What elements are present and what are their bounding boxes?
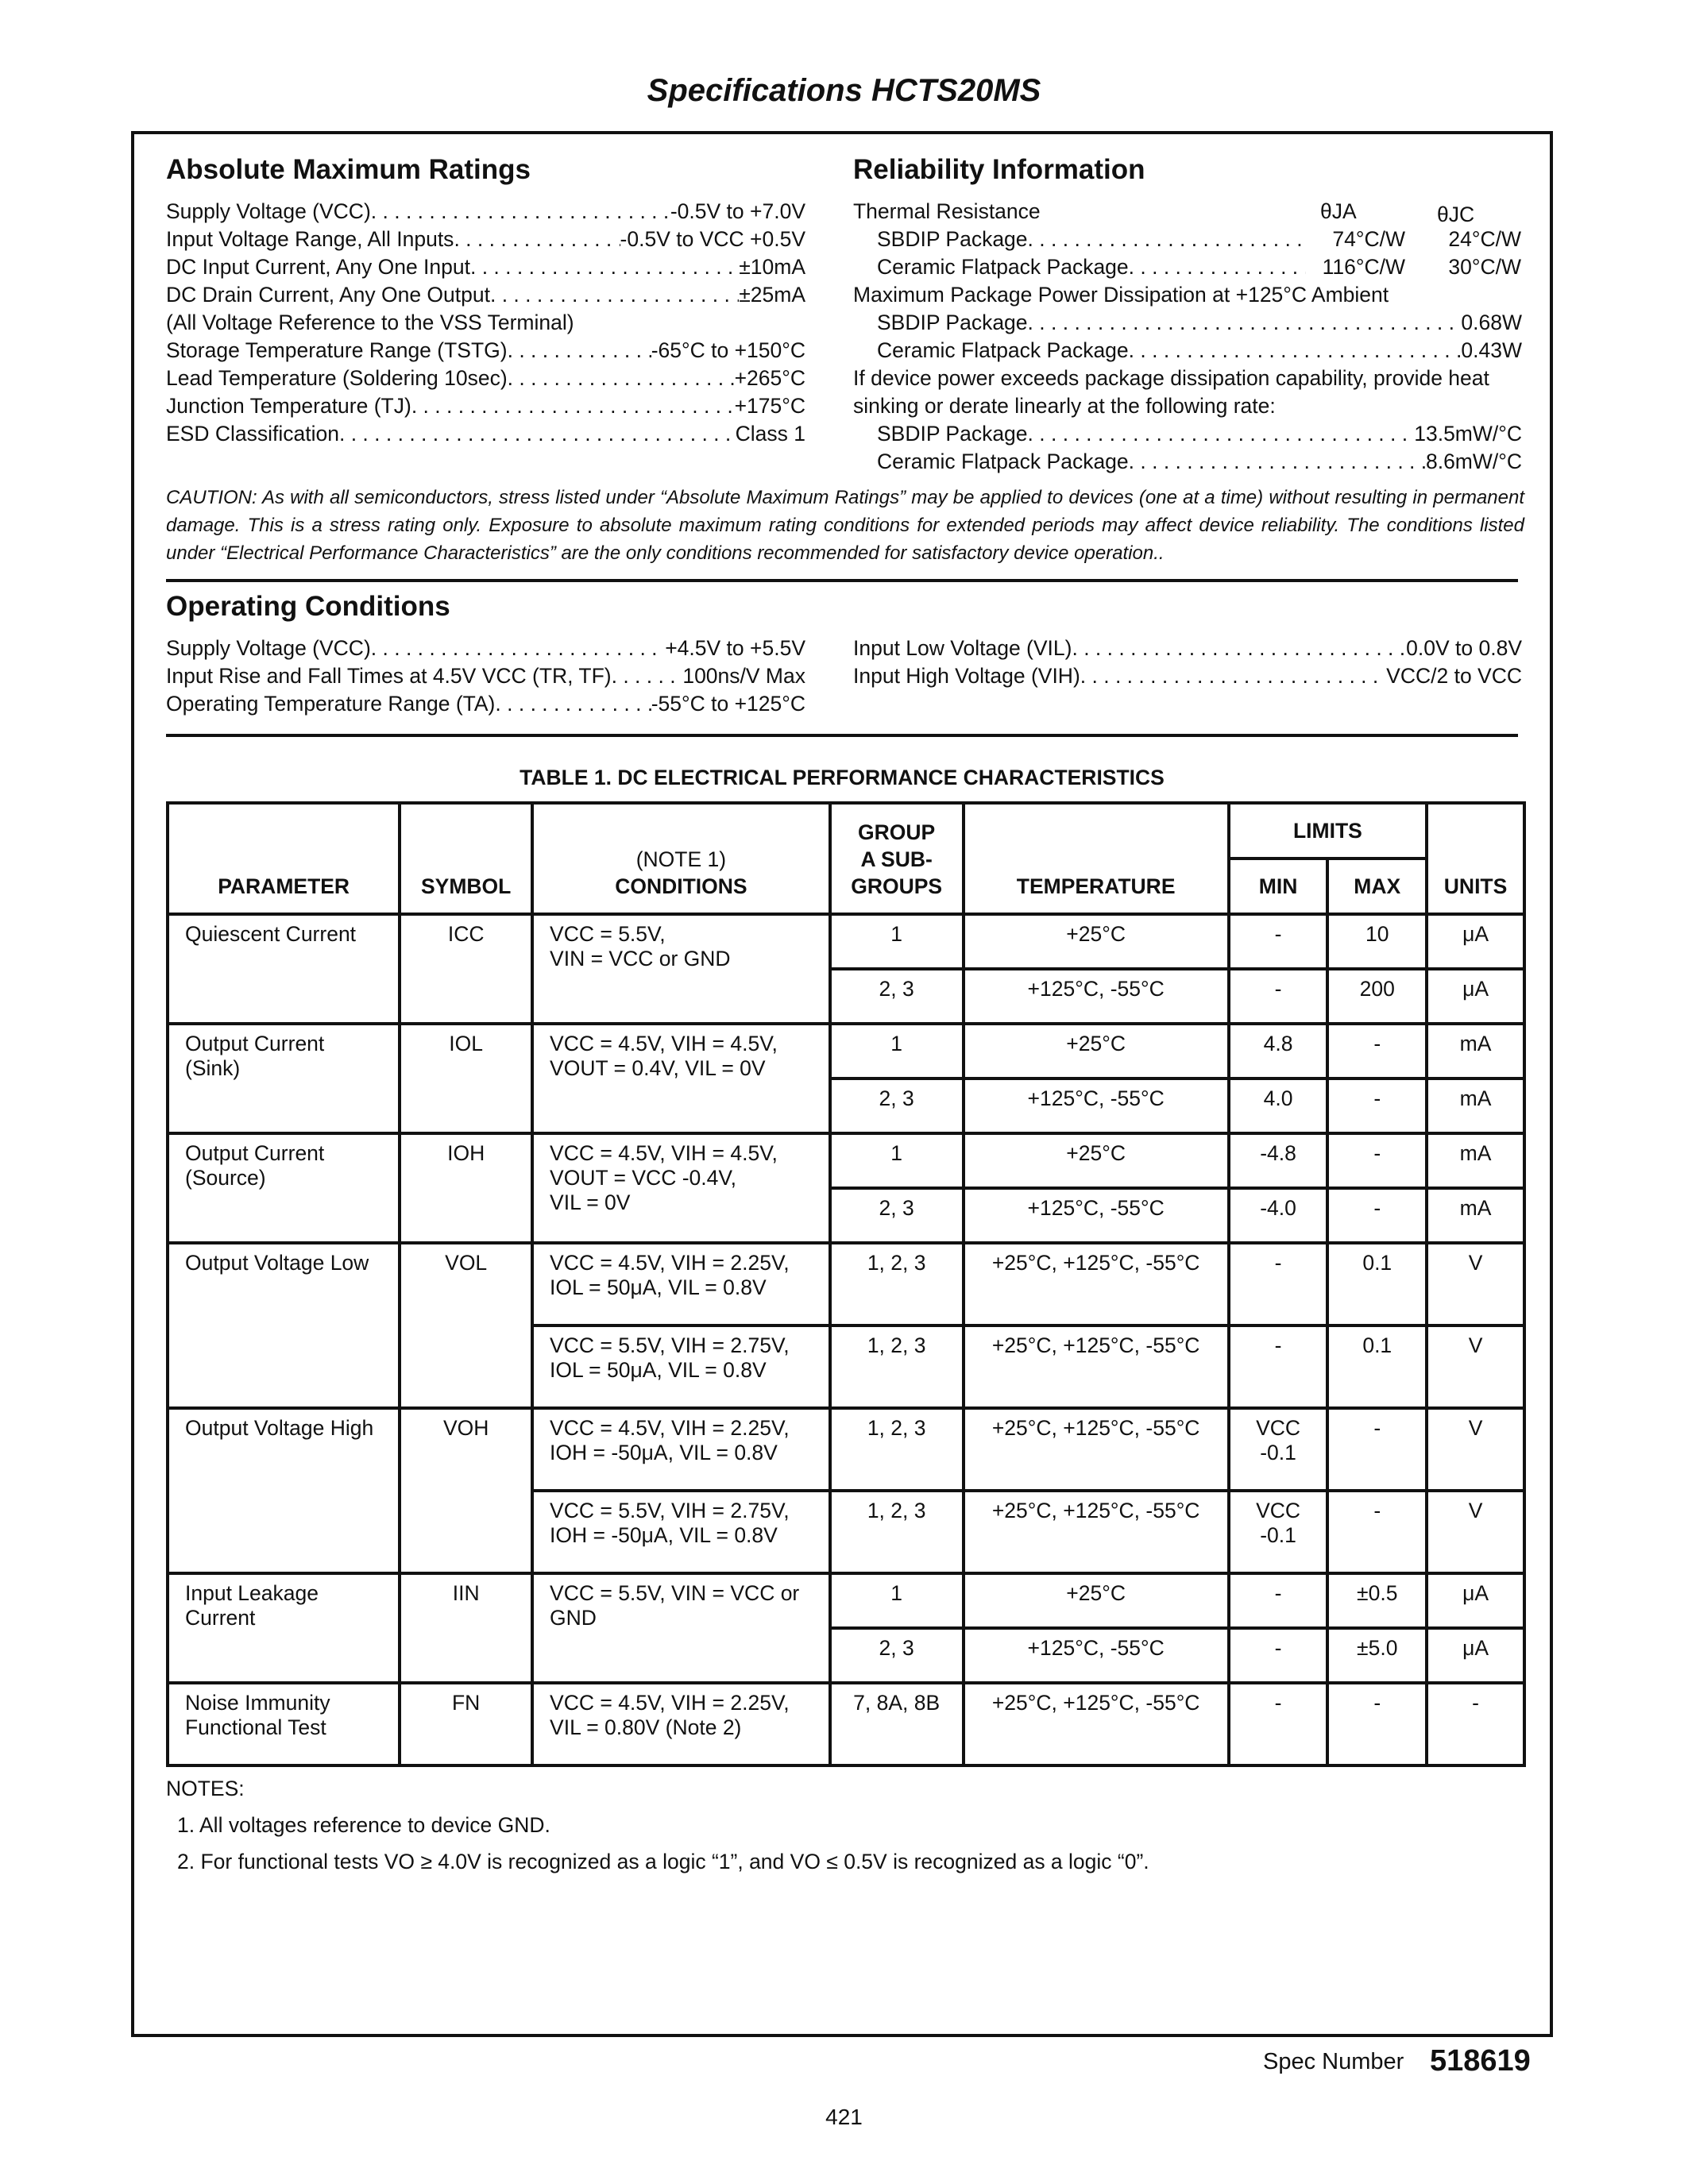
page-title: Specifications HCTS20MS <box>647 73 1041 108</box>
rating-label: Input Voltage Range, All Inputs <box>166 227 454 251</box>
param-line: (Source) <box>185 1166 266 1190</box>
table-row <box>168 1573 1524 1628</box>
temperature-cell: +25°C, +125°C, -55°C <box>964 1408 1229 1491</box>
rating-label: Operating Temperature Range (TA) <box>166 692 496 716</box>
table-caption: TABLE 1. DC ELECTRICAL PERFORMANCE CHARACTERISTICS <box>520 766 1165 789</box>
param-cell: Output Voltage High <box>168 1408 400 1573</box>
temperature-cell: +25°C, +125°C, -55°C <box>964 1325 1229 1408</box>
derate-line-2: sinking or derate linearly at the following rate: <box>853 394 1276 418</box>
notes-section <box>166 1770 1149 1880</box>
symbol-cell: VOL <box>400 1243 532 1408</box>
table-row <box>168 914 1524 969</box>
max-cell: - <box>1327 1188 1427 1243</box>
units-cell: mA <box>1427 1024 1524 1078</box>
max-cell: - <box>1327 1078 1427 1133</box>
units-cell: mA <box>1427 1188 1524 1243</box>
spec-number: 518619 <box>1430 2044 1531 2078</box>
header-temperature: TEMPERATURE <box>964 803 1229 914</box>
condition-line: VCC = 4.5V, VIH = 2.25V, <box>550 1691 790 1715</box>
rating-label: Input High Voltage (VIH) <box>853 664 1080 688</box>
rating-row <box>166 365 805 392</box>
param-line: Functional Test <box>185 1715 326 1739</box>
param-line: (Sink) <box>185 1056 241 1080</box>
power-flat-value: 0.43W <box>1461 338 1522 362</box>
temperature-cell: +25°C, +125°C, -55°C <box>964 1491 1229 1573</box>
temperature-cell: +125°C, -55°C <box>964 1078 1229 1133</box>
header-groups-line1: GROUP <box>858 820 936 844</box>
conditions-cell <box>532 1133 830 1243</box>
rating-row <box>166 309 805 337</box>
theta-ja-header: θJA <box>1320 199 1357 223</box>
op-heading: Operating Conditions <box>166 591 450 622</box>
conditions-cell <box>532 1408 830 1491</box>
units-cell: mA <box>1427 1078 1524 1133</box>
condition-line: VCC = 5.5V, VIN = VCC or <box>550 1581 800 1605</box>
units-cell: V <box>1427 1325 1524 1408</box>
header-min: MIN <box>1229 859 1328 914</box>
dc-characteristics-table <box>166 801 1526 1767</box>
rating-row <box>166 690 805 718</box>
group-cell: 1, 2, 3 <box>830 1325 964 1408</box>
symbol-cell: VOH <box>400 1408 532 1573</box>
condition-line: VCC = 4.5V, VIH = 4.5V, <box>550 1032 778 1055</box>
max-power-label: Maximum Package Power Dissipation at +125°C Ambient <box>853 283 1389 307</box>
units-cell: μA <box>1427 1628 1524 1683</box>
rating-value: -0.5V to +7.0V <box>670 199 805 223</box>
max-cell: 0.1 <box>1327 1325 1427 1408</box>
rating-row <box>166 337 805 365</box>
group-cell: 1, 2, 3 <box>830 1243 964 1325</box>
condition-line: VCC = 4.5V, VIH = 4.5V, <box>550 1141 778 1165</box>
page-number: 421 <box>825 2105 863 2129</box>
max-cell: ±0.5 <box>1327 1573 1427 1628</box>
rating-label: Junction Temperature (TJ) <box>166 394 411 418</box>
spec-number-label: Spec Number <box>1263 2049 1404 2074</box>
rating-label: Lead Temperature (Soldering 10sec) <box>166 366 508 390</box>
derate-line-1: If device power exceeds package dissipation capability, provide heat <box>853 366 1489 390</box>
condition-line: IOL = 50μA, VIL = 0.8V <box>550 1275 767 1299</box>
note-item: 2. For functional tests VO ≥ 4.0V is recognized as a logic “1”, and VO ≤ 0.5V is recognized as a logic “0”. <box>177 1850 1149 1873</box>
min-cell: - <box>1229 914 1328 969</box>
header-groups-line2: A SUB- <box>860 847 933 871</box>
max-cell: 0.1 <box>1327 1243 1427 1325</box>
min-cell: - <box>1229 969 1328 1024</box>
condition-line: VCC = 5.5V, VIH = 2.75V, <box>550 1333 790 1357</box>
conditions-cell <box>532 1325 830 1408</box>
rating-label: ESD Classification <box>166 422 339 446</box>
param-cell: Quiescent Current <box>168 914 400 1024</box>
param-cell <box>168 1133 400 1243</box>
rating-row <box>166 226 805 253</box>
header-limits: LIMITS <box>1229 803 1427 859</box>
rating-row <box>166 392 805 420</box>
units-cell: μA <box>1427 1573 1524 1628</box>
symbol-cell: FN <box>400 1683 532 1765</box>
header-conditions <box>532 803 830 914</box>
max-cell: ±5.0 <box>1327 1628 1427 1683</box>
table-row <box>168 1408 1524 1491</box>
condition-line: GND <box>550 1606 597 1630</box>
note-item: 1. All voltages reference to device GND. <box>177 1813 550 1837</box>
units-cell: - <box>1427 1683 1524 1765</box>
table-row <box>168 1024 1524 1078</box>
thermal-label: Thermal Resistance <box>853 199 1041 223</box>
rating-value: ±10mA <box>739 255 805 279</box>
rating-value: VCC/2 to VCC <box>1386 664 1522 688</box>
condition-line: VOUT = VCC -0.4V, <box>550 1166 736 1190</box>
max-cell: - <box>1327 1024 1427 1078</box>
rating-row <box>853 635 1522 662</box>
table-row <box>168 1243 1524 1325</box>
condition-line: IOL = 50μA, VIL = 0.8V <box>550 1358 767 1382</box>
derate-sbdip-value: 13.5mW/°C <box>1414 422 1522 446</box>
param-line: Output Current <box>185 1032 325 1055</box>
param-line: Current <box>185 1606 256 1630</box>
derate-flat-label: Ceramic Flatpack Package <box>877 450 1129 473</box>
flat-label: Ceramic Flatpack Package <box>877 255 1129 279</box>
max-cell: - <box>1327 1408 1427 1491</box>
min-cell <box>1229 1408 1328 1491</box>
table-row <box>168 1133 1524 1188</box>
notes-heading: NOTES: <box>166 1777 245 1800</box>
symbol-cell: ICC <box>400 914 532 1024</box>
rating-label: (All Voltage Reference to the VSS Terminal) <box>166 311 574 334</box>
rating-label: DC Drain Current, Any One Output <box>166 283 490 307</box>
max-cell: - <box>1327 1491 1427 1573</box>
group-cell: 1 <box>830 1133 964 1188</box>
symbol-cell: IIN <box>400 1573 532 1683</box>
header-units: UNITS <box>1427 803 1524 914</box>
group-cell: 1, 2, 3 <box>830 1408 964 1491</box>
header-note: (NOTE 1) <box>635 847 727 871</box>
min-cell: 4.8 <box>1229 1024 1328 1078</box>
group-cell: 1 <box>830 914 964 969</box>
sbdip-row <box>877 226 1306 253</box>
group-cell: 7, 8A, 8B <box>830 1683 964 1765</box>
rating-value: ±25mA <box>739 283 805 307</box>
condition-line: VOUT = 0.4V, VIL = 0V <box>550 1056 766 1080</box>
conditions-cell <box>532 1491 830 1573</box>
min-cell: 4.0 <box>1229 1078 1328 1133</box>
power-flat-row <box>877 337 1522 365</box>
max-cell: - <box>1327 1133 1427 1188</box>
power-sbdip-label: SBDIP Package <box>877 311 1028 334</box>
rating-row <box>166 253 805 281</box>
symbol-cell: IOL <box>400 1024 532 1133</box>
temperature-cell: +25°C, +125°C, -55°C <box>964 1683 1229 1765</box>
min-line: -0.1 <box>1260 1523 1296 1547</box>
group-cell: 2, 3 <box>830 1628 964 1683</box>
rating-row <box>166 198 805 226</box>
min-cell: - <box>1229 1628 1328 1683</box>
sbdip-jc: 24°C/W <box>1448 227 1521 251</box>
derate-sbdip-row <box>877 420 1522 448</box>
flat-ja: 116°C/W <box>1322 255 1405 279</box>
amr-heading: Absolute Maximum Ratings <box>166 154 531 185</box>
conditions-cell <box>532 914 830 1024</box>
condition-line: VCC = 4.5V, VIH = 2.25V, <box>550 1416 790 1440</box>
min-cell: - <box>1229 1683 1328 1765</box>
rating-row <box>166 635 805 662</box>
units-cell: V <box>1427 1491 1524 1573</box>
max-cell: 200 <box>1327 969 1427 1024</box>
param-line: Noise Immunity <box>185 1691 330 1715</box>
conditions-cell <box>532 1243 830 1325</box>
min-line: VCC <box>1256 1416 1301 1440</box>
temperature-cell: +25°C <box>964 1573 1229 1628</box>
header-groups-line3: GROUPS <box>851 874 943 898</box>
rating-value: 0.0V to 0.8V <box>1406 636 1522 660</box>
rating-value: 100ns/V Max <box>682 664 805 688</box>
condition-line: IOH = -50μA, VIL = 0.8V <box>550 1523 778 1547</box>
divider <box>166 734 1518 737</box>
derate-flat-row <box>877 448 1522 476</box>
power-flat-label: Ceramic Flatpack Package <box>877 338 1129 362</box>
conditions-cell <box>532 1024 830 1133</box>
rel-heading: Reliability Information <box>853 154 1145 185</box>
conditions-cell <box>532 1683 830 1765</box>
condition-line: IOH = -50μA, VIL = 0.8V <box>550 1441 778 1464</box>
temperature-cell: +125°C, -55°C <box>964 1188 1229 1243</box>
caution-text: CAUTION: As with all semiconductors, stress listed under “Absolute Maximum Ratings” may be applied to devices (one at a time) without resulting in permanent damage. This is a stress rating only. Exposure to absolute maximum rating conditions for extended periods may affect device reliability. The conditions listed under “Electrical Performance Characteristics” are the only conditions recommended for satisfactory device operation.. <box>166 487 1524 564</box>
condition-line: VIL = 0V <box>550 1190 631 1214</box>
min-cell <box>1229 1491 1328 1573</box>
header-groups <box>830 803 964 914</box>
rating-label: Input Low Voltage (VIL) <box>853 636 1072 660</box>
rating-label: Supply Voltage (VCC) <box>166 199 371 223</box>
param-line: Input Leakage <box>185 1581 319 1605</box>
rating-row <box>853 662 1522 690</box>
units-cell: mA <box>1427 1133 1524 1188</box>
min-cell: -4.8 <box>1229 1133 1328 1188</box>
rating-row <box>166 662 805 690</box>
rating-value: Class 1 <box>735 422 805 446</box>
units-cell: V <box>1427 1408 1524 1491</box>
symbol-cell: IOH <box>400 1133 532 1243</box>
table-row <box>168 1683 1524 1765</box>
conditions-cell <box>532 1573 830 1683</box>
rating-label: Supply Voltage (VCC) <box>166 636 371 660</box>
condition-line: VCC = 5.5V, VIH = 2.75V, <box>550 1499 790 1522</box>
rating-value: -55°C to +125°C <box>651 692 805 716</box>
min-cell: - <box>1229 1243 1328 1325</box>
max-cell: - <box>1327 1683 1427 1765</box>
rating-value: -0.5V to VCC +0.5V <box>620 227 805 251</box>
flat-jc: 30°C/W <box>1448 255 1521 279</box>
param-cell <box>168 1024 400 1133</box>
rating-row <box>166 420 805 448</box>
derate-sbdip-label: SBDIP Package <box>877 422 1028 446</box>
param-line: Output Current <box>185 1141 325 1165</box>
temperature-cell: +25°C <box>964 1133 1229 1188</box>
condition-line: VIN = VCC or GND <box>550 947 731 970</box>
rating-value: +4.5V to +5.5V <box>665 636 805 660</box>
temperature-cell: +125°C, -55°C <box>964 969 1229 1024</box>
temperature-cell: +25°C <box>964 914 1229 969</box>
max-cell: 10 <box>1327 914 1427 969</box>
flat-row <box>877 253 1306 281</box>
group-cell: 1, 2, 3 <box>830 1491 964 1573</box>
power-sbdip-row <box>877 309 1522 337</box>
condition-line: VCC = 4.5V, VIH = 2.25V, <box>550 1251 790 1275</box>
header-conditions-label: CONDITIONS <box>615 874 747 898</box>
min-cell: -4.0 <box>1229 1188 1328 1243</box>
condition-line: VCC = 5.5V, <box>550 922 666 946</box>
rating-label: Input Rise and Fall Times at 4.5V VCC (TR, TF) <box>166 664 612 688</box>
temperature-cell: +25°C, +125°C, -55°C <box>964 1243 1229 1325</box>
condition-line: VIL = 0.80V (Note 2) <box>550 1715 742 1739</box>
power-sbdip-value: 0.68W <box>1461 311 1522 334</box>
rating-value: -65°C to +150°C <box>651 338 805 362</box>
param-cell <box>168 1683 400 1765</box>
divider <box>166 579 1518 582</box>
temperature-cell: +125°C, -55°C <box>964 1628 1229 1683</box>
rating-value: +265°C <box>734 366 805 390</box>
derate-flat-value: 8.6mW/°C <box>1425 450 1522 473</box>
rating-label: Storage Temperature Range (TSTG) <box>166 338 508 362</box>
rating-label: DC Input Current, Any One Input <box>166 255 470 279</box>
temperature-cell: +25°C <box>964 1024 1229 1078</box>
group-cell: 2, 3 <box>830 1188 964 1243</box>
units-cell: μA <box>1427 914 1524 969</box>
rating-value: +175°C <box>734 394 805 418</box>
min-line: VCC <box>1256 1499 1301 1522</box>
rating-row <box>166 281 805 309</box>
group-cell: 2, 3 <box>830 1078 964 1133</box>
group-cell: 2, 3 <box>830 969 964 1024</box>
sbdip-ja: 74°C/W <box>1332 227 1405 251</box>
min-line: -0.1 <box>1260 1441 1296 1464</box>
header-parameter: PARAMETER <box>168 803 400 914</box>
param-cell: Output Voltage Low <box>168 1243 400 1408</box>
group-cell: 1 <box>830 1024 964 1078</box>
group-cell: 1 <box>830 1573 964 1628</box>
theta-jc-header: θJC <box>1437 203 1475 226</box>
param-cell <box>168 1573 400 1683</box>
header-symbol: SYMBOL <box>400 803 532 914</box>
units-cell: V <box>1427 1243 1524 1325</box>
min-cell: - <box>1229 1573 1328 1628</box>
sbdip-label: SBDIP Package <box>877 227 1028 251</box>
units-cell: μA <box>1427 969 1524 1024</box>
header-max: MAX <box>1327 859 1427 914</box>
min-cell: - <box>1229 1325 1328 1408</box>
spec-frame <box>131 131 1553 2037</box>
